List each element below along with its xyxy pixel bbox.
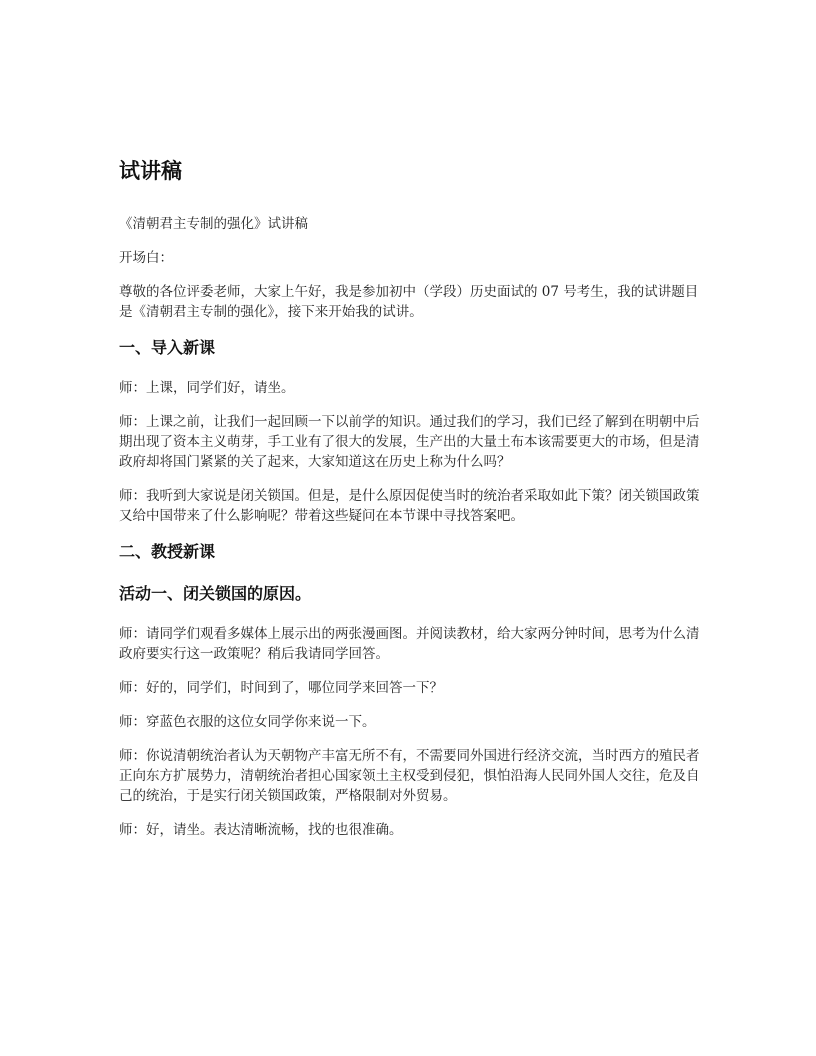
paragraph: 师：请同学们观看多媒体上展示出的两张漫画图。并阅读教材，给大家两分钟时间，思考为什么清政府要实行这一政策呢？稍后我请同学回答。 xyxy=(119,626,700,662)
section-heading-teach-lesson: 二、教授新课 xyxy=(119,542,216,561)
document-title: 试讲稿 xyxy=(119,159,182,183)
activity-heading: 活动一、闭关锁国的原因。 xyxy=(119,584,312,603)
intro-paragraph: 尊敬的各位评委老师，大家上午好，我是参加初中（学段）历史面试的 07 号考生，我的试讲题目是《清朝君主专制的强化》，接下来开始我的试讲。 xyxy=(119,284,699,320)
paragraph: 师：上课之前，让我们一起回顾一下以前学的知识。通过我们的学习，我们已经了解到在明朝中后期出现了资本主义萌芽，手工业有了很大的发展，生产出的大量土布本该需要更大的市场，但是清政府却将国门紧紧的关了起来，大家知道这在历史上称为什么吗？ xyxy=(119,414,700,470)
paragraph: 师：我听到大家说是闭关锁国。但是，是什么原因促使当时的统治者采取如此下策？闭关锁国政策又给中国带来了什么影响呢？带着这些疑问在本节课中寻找答案吧。 xyxy=(119,488,700,524)
document-page xyxy=(119,155,709,854)
paragraph: 师：好的，同学们，时间到了，哪位同学来回答一下？ xyxy=(119,680,443,696)
section-heading-introduce-lesson: 一、导入新课 xyxy=(119,338,216,357)
paragraph: 师：你说清朝统治者认为天朝物产丰富无所不有，不需要同外国进行经济交流，当时西方的殖民者正向东方扩展势力，清朝统治者担心国家领土主权受到侵犯，惧怕沿海人民同外国人交往，危及自己的统治，于是实行闭关锁国政策，严格限制对外贸易。 xyxy=(119,748,700,804)
opening-label: 开场白： xyxy=(119,250,173,266)
paragraph: 师：好，请坐。表达清晰流畅，找的也很准确。 xyxy=(119,822,403,838)
paragraph: 师：上课，同学们好，请坐。 xyxy=(119,380,295,396)
document-subtitle: 《清朝君主专制的强化》试讲稿 xyxy=(119,216,308,232)
paragraph: 师：穿蓝色衣服的这位女同学你来说一下。 xyxy=(119,714,376,730)
